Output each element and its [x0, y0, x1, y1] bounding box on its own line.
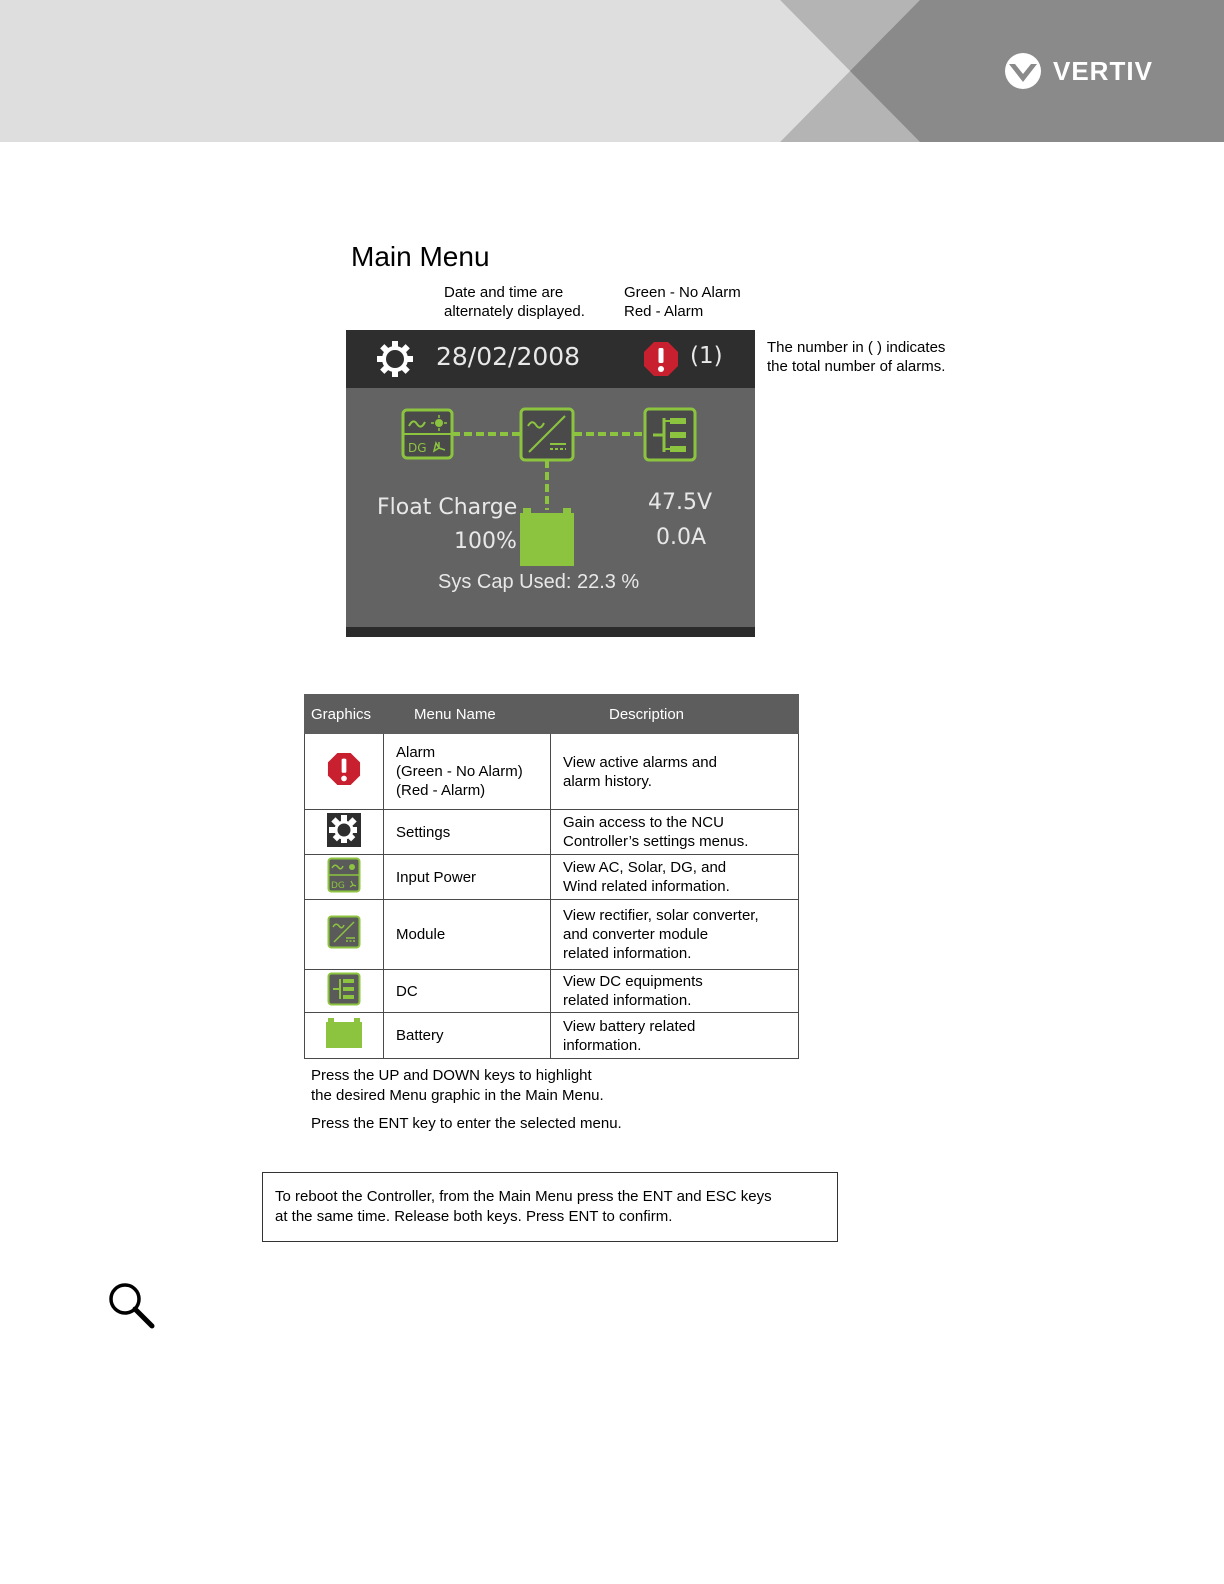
lcd-voltage: 47.5V	[648, 490, 713, 515]
gear-icon	[376, 340, 414, 378]
graphic-cell	[305, 855, 384, 900]
description-line: View AC, Solar, DG, and	[563, 859, 727, 876]
annotation-alarm-color	[624, 283, 741, 321]
description-cell	[551, 855, 799, 900]
description-line: and converter module	[563, 926, 709, 943]
table-row	[305, 1013, 799, 1059]
description-cell	[551, 900, 799, 970]
lcd-date: 28/02/2008	[436, 342, 581, 371]
instruction-line: the desired Menu graphic in the Main Menu.	[311, 1087, 604, 1104]
dc-icon	[327, 972, 361, 1006]
annotation-alarm-count	[767, 338, 945, 376]
annotation-alarm-line: Red - Alarm	[624, 303, 704, 320]
menu-name-line: Settings	[396, 823, 451, 841]
menu-name-line: DC	[396, 982, 418, 1000]
description-line: View rectifier, solar converter,	[563, 907, 759, 924]
annotation-date-line: Date and time are	[444, 284, 564, 301]
annotation-count-line: The number in ( ) indicates	[767, 339, 946, 356]
description-cell	[551, 970, 799, 1013]
description-line: Wind related information.	[563, 878, 730, 895]
module-icon	[327, 915, 361, 949]
magnifier-icon	[106, 1280, 156, 1330]
table-row	[305, 810, 799, 855]
menu-name-cell	[384, 970, 551, 1013]
description-line: Controller’s settings menus.	[563, 833, 749, 850]
menu-name-line: (Green - No Alarm)	[396, 763, 523, 780]
description-line: View DC equipments	[563, 973, 703, 990]
page-header	[0, 0, 1224, 142]
menu-name-line: (Red - Alarm)	[396, 782, 486, 799]
description-line: View battery related	[563, 1017, 696, 1035]
battery-icon	[520, 508, 574, 566]
input-dg-label: DG	[331, 880, 345, 891]
gear-icon	[327, 813, 361, 847]
menu-name-cell	[384, 855, 551, 900]
description-line: alarm history.	[563, 772, 652, 790]
menu-name-cell	[384, 1013, 551, 1059]
graphic-cell	[305, 734, 384, 810]
input-power-icon	[327, 857, 361, 893]
col-header-graphics: Graphics	[305, 695, 384, 734]
menu-name-cell	[384, 900, 551, 970]
menu-name-line: Module	[396, 926, 446, 943]
menu-name-line: Alarm	[396, 744, 436, 761]
table-row	[305, 970, 799, 1013]
lcd-bottom-bar	[346, 627, 755, 637]
graphic-cell	[305, 970, 384, 1013]
vertiv-logo	[1003, 52, 1153, 90]
description-cell	[551, 810, 799, 855]
col-header-menu-name: Menu Name	[384, 695, 551, 734]
instruction-line: Press the UP and DOWN keys to highlight	[311, 1067, 592, 1084]
description-line: related information.	[563, 992, 692, 1009]
menu-name-line: Input Power	[396, 868, 477, 886]
description-cell	[551, 734, 799, 810]
lcd-sys-cap: Sys Cap Used: 22.3 %	[438, 571, 640, 593]
menu-name-cell	[384, 810, 551, 855]
instruction-line: Press the ENT key to enter the selected menu.	[311, 1115, 622, 1132]
reboot-note-line: at the same time. Release both keys. Press ENT to confirm.	[275, 1208, 673, 1225]
vertiv-logo-text: VERTIV	[1053, 55, 1153, 86]
input-power-icon	[403, 410, 452, 458]
annotation-count-line: the total number of alarms.	[767, 358, 946, 375]
description-line: related information.	[563, 945, 692, 962]
menu-name-line: Battery	[396, 1027, 444, 1044]
module-icon	[521, 409, 573, 460]
reboot-note-box	[262, 1172, 838, 1242]
graphic-cell	[305, 1013, 384, 1059]
description-line: information.	[563, 1036, 642, 1054]
description-line: View active alarms and	[563, 753, 717, 771]
annotation-alarm-line: Green - No Alarm	[624, 284, 741, 301]
lcd-alarm-count: (1)	[690, 343, 723, 369]
graphic-cell	[305, 810, 384, 855]
menu-name-cell	[384, 734, 551, 810]
table-row	[305, 900, 799, 970]
annotation-date-line: alternately displayed.	[444, 303, 585, 320]
input-dg-label: DG	[408, 441, 427, 455]
col-header-description: Description	[551, 695, 799, 734]
annotation-date	[444, 283, 585, 321]
vertiv-logo-icon	[1003, 52, 1043, 90]
figure-title: Main Menu	[351, 241, 490, 272]
lcd-charge-status: Float Charge	[377, 495, 518, 520]
description-cell	[551, 1013, 799, 1059]
graphic-cell	[305, 900, 384, 970]
reboot-note-line: To reboot the Controller, from the Main Menu press the ENT and ESC keys	[275, 1188, 772, 1205]
alarm-icon	[327, 752, 361, 786]
lcd-current: 0.0A	[656, 525, 707, 550]
menu-table	[304, 694, 799, 1059]
description-line: Gain access to the NCU	[563, 814, 724, 831]
alarm-icon	[643, 341, 679, 377]
table-row	[305, 734, 799, 810]
lcd-battery-percent: 100%	[454, 529, 517, 554]
navigation-instructions	[311, 1066, 622, 1134]
lcd-status-bar	[346, 330, 755, 388]
lcd-screen	[346, 330, 755, 637]
battery-icon	[325, 1017, 363, 1049]
dc-icon	[645, 409, 695, 460]
table-row	[305, 855, 799, 900]
table-header-row	[305, 695, 799, 734]
